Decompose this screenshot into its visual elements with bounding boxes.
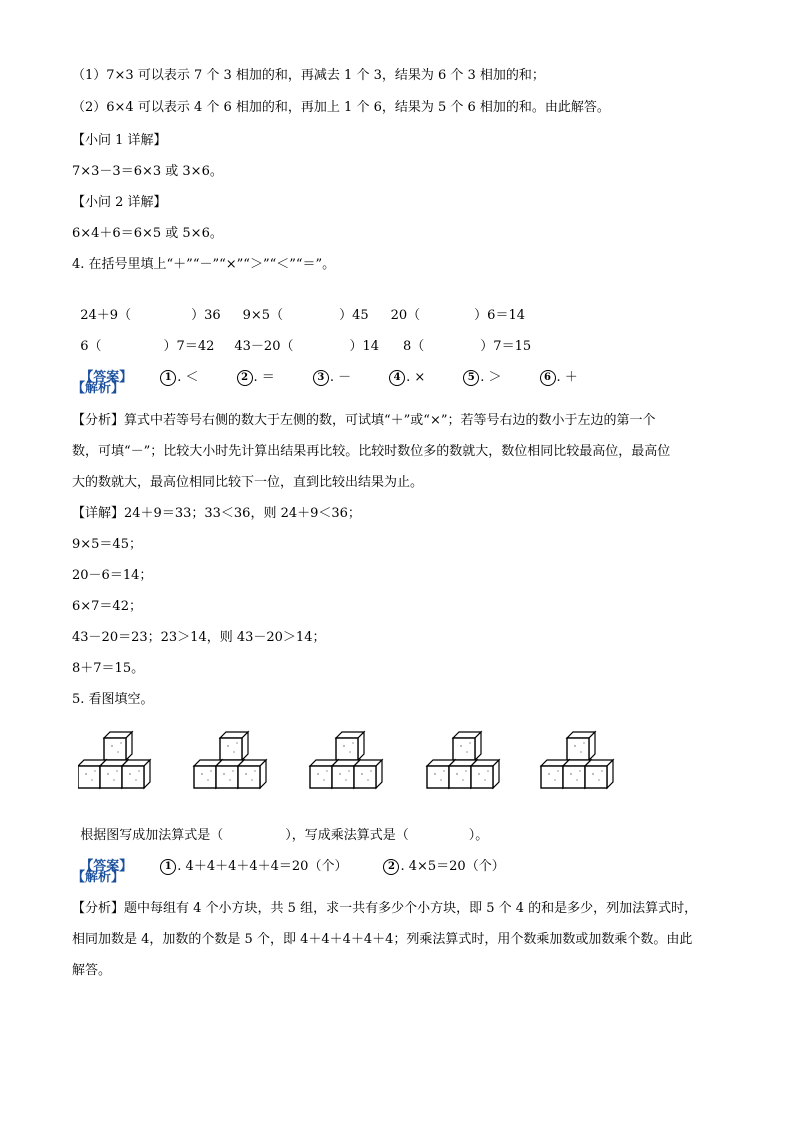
text-line: 解答。 — [72, 963, 112, 978]
text-line: 6×7＝42； — [72, 599, 142, 614]
text-line: 相同加数是 4，加数的个数是 5 个，即 4＋4＋4＋4＋4；列乘法算式时，用个数乘加数或加数乘个数。由此 — [72, 932, 693, 947]
answer-label: 【答案】 — [80, 859, 133, 874]
circled-number: 3 — [313, 370, 329, 386]
answer-row: 【答案】 1 . 4＋4＋4＋4＋4＝20（个） 2 . 4×5＝20（个） — [80, 859, 505, 874]
cube-group — [78, 732, 150, 788]
text-line: 6×4＋6＝6×5 或 5×6。 — [72, 226, 223, 241]
circled-number: 1 — [160, 370, 176, 386]
text-line: 7×3－3＝6×3 或 3×6。 — [72, 164, 223, 179]
cube-group — [541, 732, 613, 788]
text-line: 数，可填“－”；比较大小时先计算出结果再比较。比较时数位多的数就大，数位相同比较最高位，最高位 — [72, 444, 671, 459]
analysis-label: 【解析】 — [72, 381, 125, 396]
cube-group — [310, 732, 382, 788]
text-line: 【分析】算式中若等号右侧的数大于左侧的数，可试填“＋”或“×”；若等号右边的数小于左边的第一个 — [72, 413, 656, 428]
circled-number: 2 — [237, 370, 253, 386]
text-line: 8＋7＝15。 — [72, 661, 145, 676]
text-line: 【详解】24＋9＝33；33＜36，则 24＋9＜36； — [72, 506, 361, 521]
text-line: 20－6＝14； — [72, 568, 153, 583]
cube-group — [427, 732, 499, 788]
text-line: （2）6×4 可以表示 4 个 6 相加的和，再加上 1 个 6，结果为 5 个 6 相加的和。由此解答。 — [72, 100, 610, 115]
answer-label: 【答案】 — [80, 370, 133, 385]
question-title: 4. 在括号里填上“＋”“－”“×”“＞”“＜”“＝”。 — [72, 257, 336, 272]
text-line: 【分析】题中每组有 4 个小方块，共 5 组，求一共有多少个小方块，即 5 个 4 的和是多少，列加法算式时， — [72, 901, 698, 916]
equation-row: 6（ ）7＝42 43－20（ ）14 8（ ）7＝15 — [80, 339, 532, 354]
cube-group — [194, 732, 266, 788]
circled-number: 4 — [389, 370, 405, 386]
answer-row: 【答案】 1 . ＜ 2 . ＝ 3 . － 4 . × 5 . ＞ 6 . ＋ — [80, 370, 578, 385]
cube-group-figure — [78, 730, 618, 790]
text-line: 大的数就大，最高位相同比较下一位，直到比较出结果为止。 — [72, 475, 424, 490]
equation-row: 24＋9（ ）36 9×5（ ）45 20（ ）6＝14 — [80, 308, 525, 323]
circled-number: 5 — [463, 370, 479, 386]
section-heading: 【小问 2 详解】 — [72, 195, 167, 210]
text-line: 9×5＝45； — [72, 537, 142, 552]
analysis-label: 【解析】 — [72, 870, 125, 885]
circled-number: 2 — [383, 859, 399, 875]
fill-in-question: 根据图写成加法算式是（ ），写成乘法算式是（ ）。 — [80, 828, 489, 843]
section-heading: 【小问 1 详解】 — [72, 133, 167, 148]
question-title: 5. 看图填空。 — [72, 692, 154, 707]
circled-number: 6 — [540, 370, 556, 386]
text-line: （1）7×3 可以表示 7 个 3 相加的和，再减去 1 个 3，结果为 6 个 3 相加的和； — [72, 68, 545, 83]
circled-number: 1 — [160, 859, 176, 875]
text-line: 43－20＝23；23＞14，则 43－20＞14； — [72, 630, 326, 645]
